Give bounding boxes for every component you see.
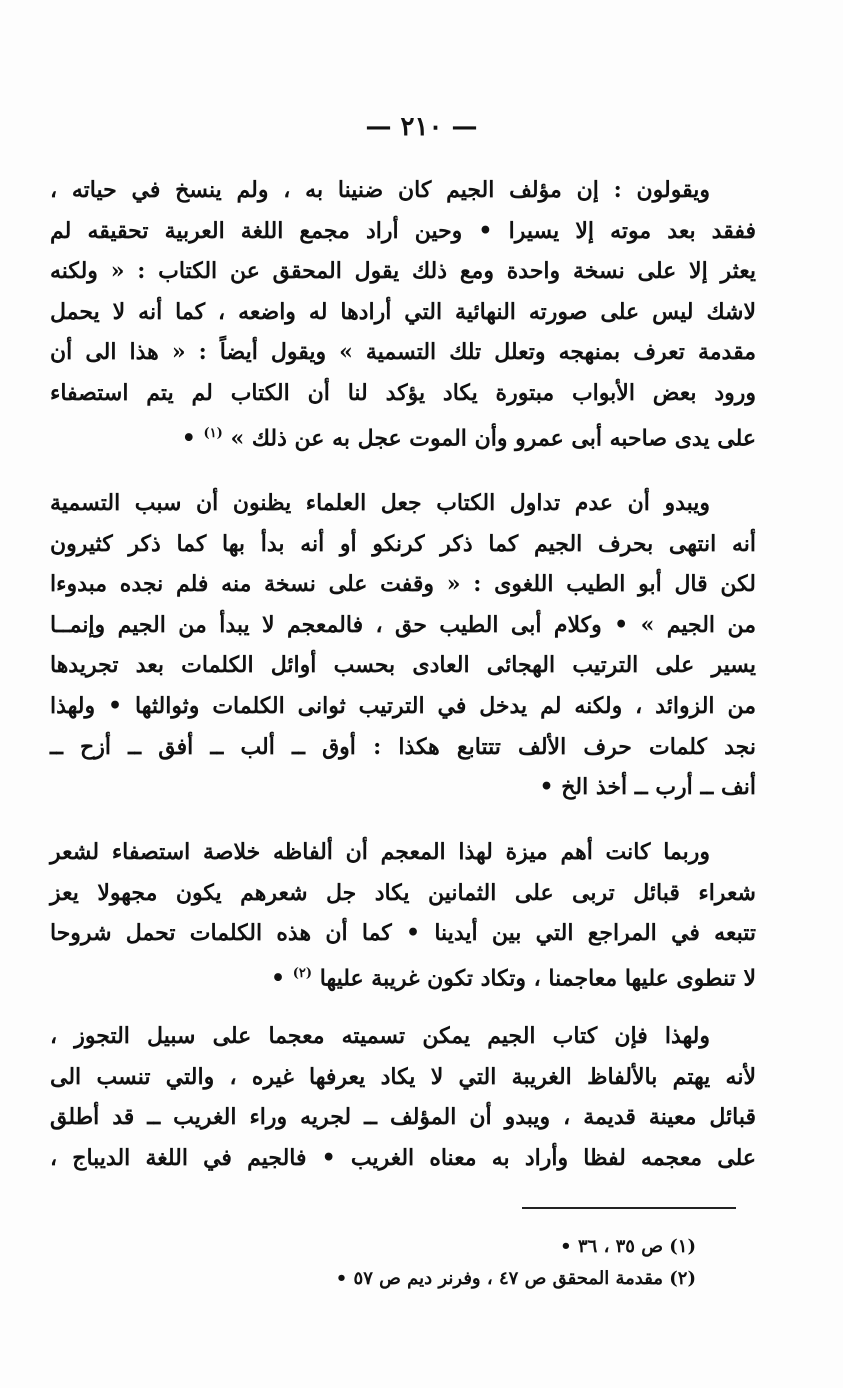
text-line: قبائل معينة قديمة ، ويبدو أن المؤلف ــ لجريه وراء الغريب ــ قد أطلق [50,1104,756,1131]
text-line: يعثر إلا على نسخة واحدة ومع ذلك يقول المحقق عن الكتاب : « ولكنه [50,258,756,285]
text-line: ولهذا فإن كتاب الجيم يمكن تسميته معجما على سبيل التجوز ، [50,1023,710,1049]
text-line [50,414,756,459]
text-line: لكن قال أبو الطيب اللغوى : « وقفت على نسخة منه فلم نجده مبدوءا [50,571,757,598]
footnote-2: (٢) مقدمة المحقق ص ٤٧ ، وفرنر ديم ص ٥٧ • [335,1268,696,1289]
text-line: ورود بعض الأبواب مبتورة يكاد يؤكد لنا أن الكتاب لم يتم استصفاء [50,379,756,406]
text-line: يسير على الترتيب الهجائى العادى بحسب أوائل الكلمات بعد تجريدها [50,652,756,679]
text-line: مقدمة تعرف بمنهجه وتعلل تلك التسمية » ويقول أيضاً : « هذا الى أن [50,339,756,366]
footnote-ref-2: (٢) [292,965,313,981]
text-line: أنه انتهى بحرف الجيم كما ذكر كرنكو أو أنه بدأ بها كما ذكر كثيرون [50,530,756,557]
page-number: — ٢١٠ — [365,112,478,142]
text-line: ويبدو أن عدم تداول الكتاب جعل العلماء يظنون أن سبب التسمية [50,490,710,516]
text-line: ففقد بعد موته إلا يسيرا • وحين أراد مجمع اللغة العربية تحقيقه لم [50,217,756,244]
text-line: أنف ــ أرب ــ أخذ الخ • [539,774,756,801]
text-line: على معجمه لفظا وأراد به معناه الغريب • فالجيم في اللغة الديباج ، [50,1144,756,1171]
footnote-ref-1: (١) [203,425,223,441]
text-line: لأنه يهتم بالألفاظ الغريبة التي لا يكاد يعرفها غيره ، والتي تنسب الى [50,1063,756,1090]
footnote-1: (١) ص ٣٥ ، ٣٦ • [560,1236,696,1257]
text-line: نجد كلمات حرف الألف تتتابع هكذا : أوق ــ ألب ــ أفق ــ أزح ــ [50,733,756,760]
paragraph-2 [50,483,756,808]
text-line-content: على يدى صاحبه أبى عمرو وأن الموت عجل به عن ذلك » [230,424,756,451]
text-line: شعراء قبائل تربى على الثمانين يكاد جل شعرهم يكون مجهولا يعز [50,879,756,906]
text-line [50,954,756,999]
sentence-end-mark: • [271,965,286,992]
text-line: من الجيم » • وكلام أبى الطيب حق ، فالمعجم لا يبدأ من الجيم وإنمــا [50,611,756,638]
paragraph-1 [50,170,756,458]
footnotes [200,1231,696,1295]
text-line: وربما كانت أهم ميزة لهذا المعجم أن ألفاظه خلاصة استصفاء لشعر [50,839,710,865]
sentence-end-mark: • [181,424,196,451]
footnote-divider [522,1207,736,1209]
paragraph-4 [50,1016,756,1178]
text-line: تتبعه في المراجع التي بين أيدينا • كما أن هذه الكلمات تحمل شروحا [50,920,756,947]
text-line-content: لا تنطوى عليها معاجمنا ، وتكاد تكون غريبة عليها [319,965,756,992]
paragraph-3 [50,832,756,999]
text-line: من الزوائد ، ولكنه لم يدخل في الترتيب ثوانى الكلمات وثوالثها • ولهذا [50,692,756,719]
text-line: ويقولون : إن مؤلف الجيم كان ضنينا به ، ولم ينسخ في حياته ، [50,177,710,203]
text-line: لاشك ليس على صورته النهائية التي أرادها له واضعه ، كما أنه لا يحمل [50,298,756,325]
